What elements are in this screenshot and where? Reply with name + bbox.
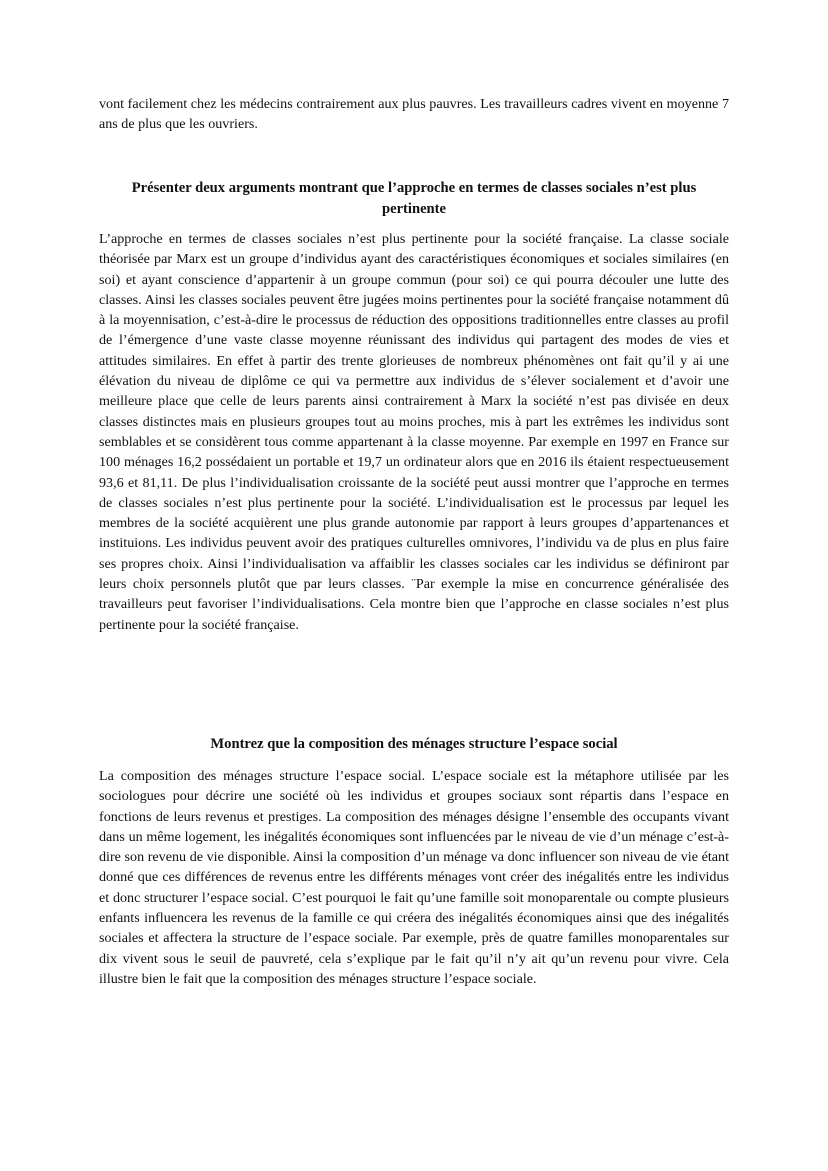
section-1-body: L’approche en termes de classes sociales n’est plus pertinente pour la société française. La classe sociale théorisée par Marx est un groupe d’individus ayant des caractéristiques économiques et sociales similaires (en soi) et ayant conscience d’appartenir à un groupe commun (pour soi) ce qui pourra découler une lutte des classes. Ainsi les classes sociales peuvent être jugées moins pertinentes pour la société française notamment dû à la moyennisation, c’est-à-dire le processus de réduction des oppositions traditionnelles entre classes au profil de l’émergence d’une vaste classe moyenne réunissant des individus qui partagent des modes de vies et attitudes similaires. En effet à partir des trente glorieuses de nombreux phénomènes ont fait qu’il y ai une élévation du niveau de diplôme ce qui va permettre aux individus de s’élever socialement et d’avoir une meilleure place que celle de leurs parents ainsi contrairement à Marx la société n’est pas divisée en deux classes distinctes mais en plusieurs groupes tout au moins proches, mis à part les extrêmes les individus sont semblables et se considèrent tous comme appartenant à la classe moyenne. Par exemple en 1997 en France sur 100 ménages 16,2 possédaient un portable et 19,7 un ordinateur alors que en 2016 ils étaient respectueusement 93,6 et 81,11. De plus l’individualisation croissante de la société peut aussi montrer que l’approche en termes de classes sociales n’est plus pertinente pour la société. L’individualisation est le processus par lequel les membres de la société acquièrent une plus grande autonomie par rapport à leurs groupes d’appartenances et instituions. Les individus peuvent avoir des pratiques culturelles omnivores, l’individu va de plus en plus faire ses propres choix. Ainsi l’individualisation va affaiblir les classes sociales car les individus se définiront par leurs choix personnels plutôt que par leurs classes. ¨Par exemple la mise en concurrence généralisée des travailleurs peut favoriser l’individualisations. Cela montre bien que l’approche en classe sociales n’est plus pertinente pour la société française. bbox=[99, 231, 729, 633]
section-2-body: La composition des ménages structure l’espace social. L’espace sociale est la métaphore utilisée par les sociologues pour décrire une société où les individus et groupes sociaux sont répartis dans l’espace en fonctions de leurs revenus et prestiges. La composition des ménages désigne l’ensemble des occupants vivant dans un même logement, les inégalités économiques sont influencées par le niveau de vie d’un ménage c’est-à-dire son revenu de vie disponible. Ainsi la composition d’un ménage va donc influencer son niveau de vie étant donné que ces différences de revenus entre les différents ménages vont créer des inégalités entre les individus et donc structurer l’espace social. C’est pourquoi le fait qu’une famille soit monoparentale ou compte plusieurs enfants influencera les revenus de la famille ce qui créera des inégalités économiques ainsi que des inégalités sociales et affectera la structure de l’espace sociale. Par exemple, près de quatre familles monoparentales sur dix vivent sous le seuil de pauvreté, cela s’explique par le fait qu’il n’y ait qu’un revenu pour vivre. Cela illustre bien le fait que la composition des ménages structure l’espace sociale. bbox=[99, 768, 729, 987]
intro-paragraph: vont facilement chez les médecins contrairement aux plus pauvres. Les travailleurs cadres vivent en moyenne 7 ans de plus que les ouvriers. bbox=[99, 96, 729, 133]
section-1-heading: Présenter deux arguments montrant que l’approche en termes de classes sociales n’est plus pertinente bbox=[131, 180, 697, 217]
section-2-heading: Montrez que la composition des ménages structure l’espace social bbox=[210, 736, 618, 752]
